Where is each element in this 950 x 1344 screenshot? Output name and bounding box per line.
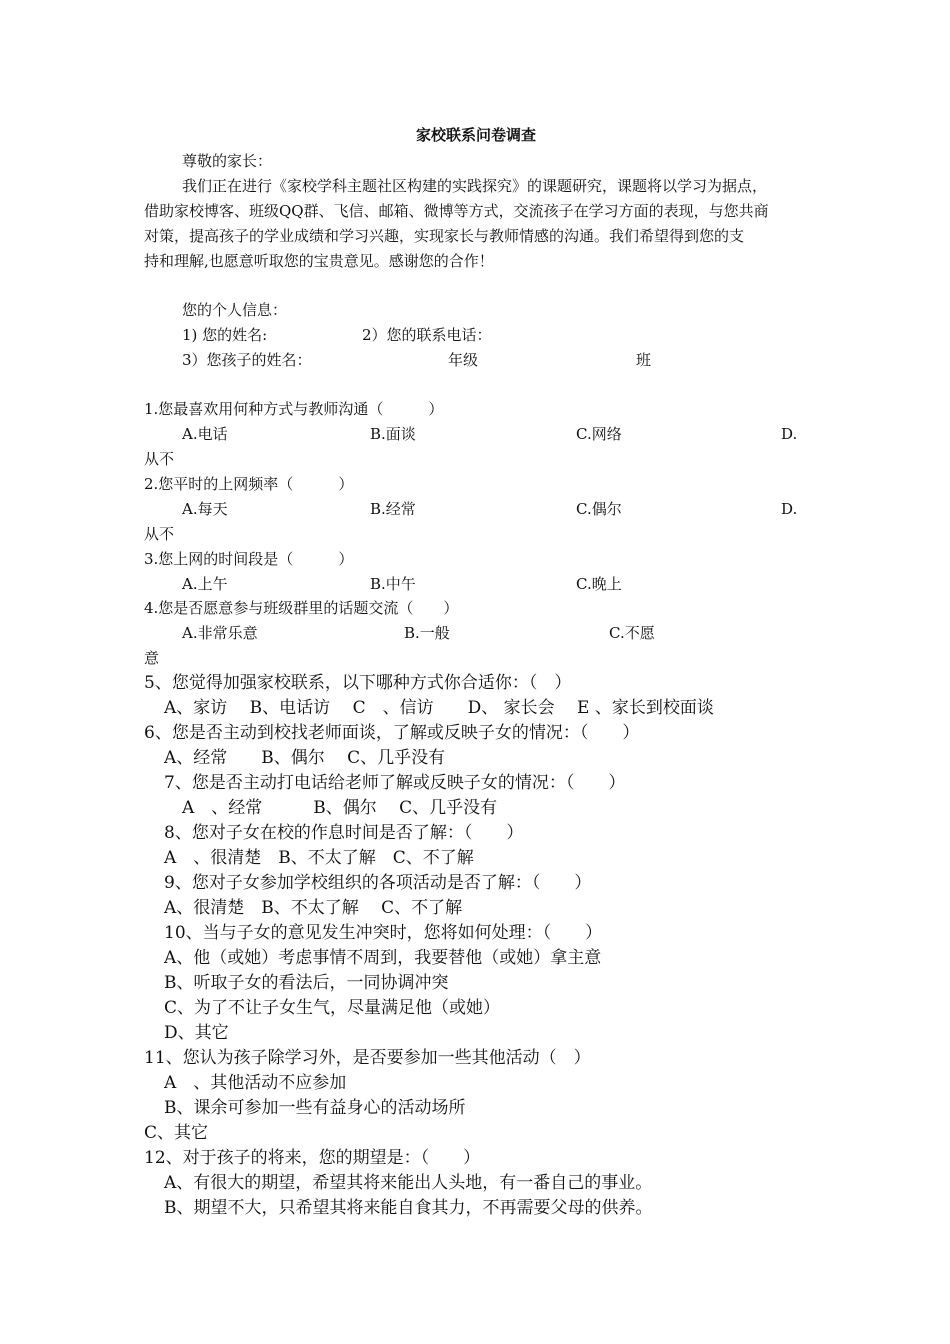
question-8: 8、您对子女在校的作息时间是否了解：（ ） <box>164 823 524 843</box>
q1-option-d: D. <box>781 425 798 443</box>
q2-option-a: A.每天 <box>182 500 228 518</box>
q1-option-c: C.网络 <box>576 425 622 443</box>
q6-options: A、经常 B、偶尔 C、几乎没有 <box>164 748 446 768</box>
q7-options: A 、经常 B、偶尔 C、几乎没有 <box>182 798 498 818</box>
grade-label: 年级 <box>448 351 479 369</box>
q10-option-b: B、听取子女的看法后，一同协调冲突 <box>164 973 449 993</box>
intro-line-3: 对策，提高孩子的学业成绩和学习兴趣，实现家长与教师情感的沟通。我们希望得到您的支 <box>144 227 745 245</box>
q5-options: A、家访 B、电话访 C 、信访 D、 家长会 E 、家长到校面谈 <box>164 698 714 718</box>
question-6: 6、您是否主动到校找老师面谈，了解或反映子女的情况：（ ） <box>144 723 640 743</box>
q2-option-c: C.偶尔 <box>576 500 622 518</box>
q3-option-a: A.上午 <box>182 575 228 593</box>
personal-info-heading: 您的个人信息： <box>182 301 288 319</box>
q4-option-b: B.一般 <box>404 624 450 642</box>
q2-option-d-cont: 从不 <box>144 525 175 543</box>
q4-option-c: C.不愿 <box>609 624 655 642</box>
question-7: 7、您是否主动打电话给老师了解或反映子女的情况：（ ） <box>164 773 626 793</box>
q2-option-d: D. <box>781 500 798 518</box>
q1-option-a: A.电话 <box>182 425 228 443</box>
q11-option-b: B、课余可参加一些有益身心的活动场所 <box>164 1098 466 1118</box>
phone-label: 2）您的联系电话： <box>362 326 492 344</box>
q1-option-d-cont: 从不 <box>144 450 175 468</box>
q11-option-c: C、其它 <box>144 1123 209 1143</box>
q8-options: A 、很清楚 B、不太了解 C、不了解 <box>164 848 474 868</box>
q3-option-c: C.晚上 <box>576 575 622 593</box>
q10-option-c: C、为了不让子女生气，尽量满足他（或她） <box>164 998 501 1018</box>
question-12: 12、对于孩子的将来，您的期望是：（ ） <box>144 1148 481 1168</box>
question-5: 5、您觉得加强家校联系，以下哪种方式你合适你：（ ） <box>144 673 572 693</box>
q2-option-b: B.经常 <box>370 500 416 518</box>
q11-option-a: A 、其他活动不应参加 <box>164 1073 347 1093</box>
question-3: 3.您上网的时间段是（ ） <box>144 550 354 568</box>
name-label: 1) 您的姓名: <box>182 326 268 344</box>
q4-option-a: A.非常乐意 <box>182 624 258 642</box>
q10-option-a: A、他（或她）考虑事情不周到，我要替他（或她）拿主意 <box>164 948 602 968</box>
salutation: 尊敬的家长： <box>182 152 273 170</box>
q12-option-a: A、有很大的期望，希望其将来能出人头地，有一番自己的事业。 <box>164 1173 653 1193</box>
q3-option-b: B.中午 <box>370 575 416 593</box>
question-10: 10、当与子女的意见发生冲突时，您将如何处理：（ ） <box>164 923 603 943</box>
intro-line-1: 我们正在进行《家校学科主题社区构建的实践探究》的课题研究，课题将以学习为据点， <box>182 177 768 195</box>
question-11: 11、您认为孩子除学习外，是否要参加一些其他活动（ ） <box>144 1048 591 1068</box>
class-label: 班 <box>636 351 652 369</box>
q10-option-d: D、其它 <box>164 1023 229 1043</box>
q1-option-b: B.面谈 <box>370 425 416 443</box>
question-9: 9、您对子女参加学校组织的各项活动是否了解：（ ） <box>164 873 592 893</box>
survey-title: 家校联系问卷调查 <box>416 126 537 144</box>
question-4: 4.您是否愿意参与班级群里的话题交流（ ） <box>144 599 459 617</box>
q4-option-c-cont: 意 <box>144 649 160 667</box>
child-name-label: 3）您孩子的姓名： <box>182 351 312 369</box>
question-2: 2.您平时的上网频率（ ） <box>144 475 354 493</box>
question-1: 1.您最喜欢用何种方式与教师沟通（ ） <box>144 400 444 418</box>
q12-option-b: B、期望不大，只希望其将来能自食其力，不再需要父母的供养。 <box>164 1198 653 1218</box>
q9-options: A、很清楚 B、不太了解 C、不了解 <box>164 898 463 918</box>
intro-line-4: 持和理解,也愿意听取您的宝贵意见。感谢您的合作！ <box>144 252 494 270</box>
intro-line-2: 借助家校博客、班级QQ群、飞信、邮箱、微博等方式，交流孩子在学习方面的表现，与您共商 <box>144 202 769 220</box>
